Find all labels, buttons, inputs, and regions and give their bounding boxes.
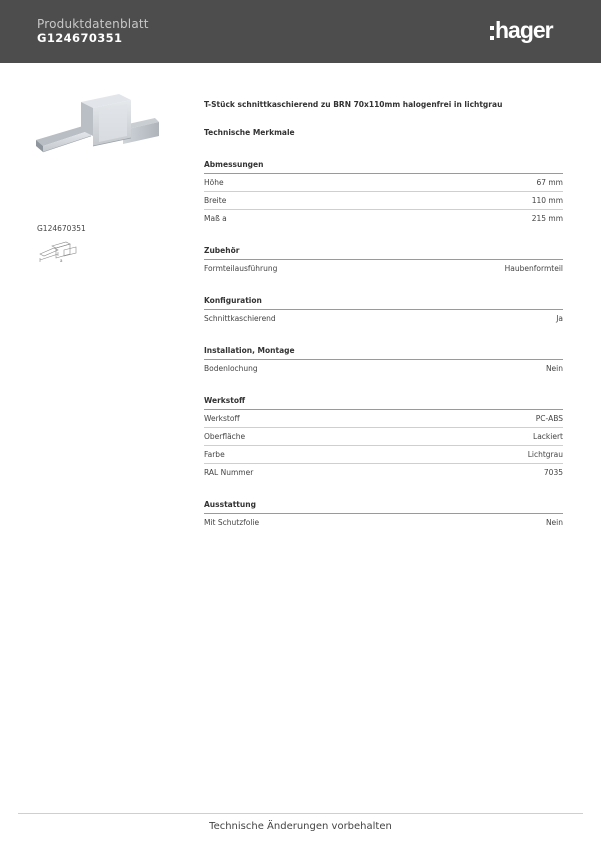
spec-value: 67 mm xyxy=(536,178,563,187)
spec-section-accessories xyxy=(204,243,563,277)
product-title: T-Stück schnittkaschierend zu BRN 70x110mm halogenfrei in lichtgrau xyxy=(204,100,503,109)
spec-row xyxy=(204,514,563,531)
document-type: Produktdatenblatt xyxy=(37,17,149,31)
spec-value: Nein xyxy=(545,364,563,373)
hager-logo xyxy=(490,16,553,44)
header-bar xyxy=(0,0,601,63)
footer-note: Technische Änderungen vorbehalten xyxy=(209,821,392,832)
spec-row xyxy=(204,174,563,192)
spec-value: PC-ABS xyxy=(535,414,563,423)
spec-row xyxy=(204,192,563,210)
spec-value: 110 mm xyxy=(531,196,563,205)
spec-row xyxy=(204,260,563,277)
section-title: Konfiguration xyxy=(204,293,563,310)
spec-section-configuration xyxy=(204,293,563,327)
svg-text:a: a xyxy=(60,258,63,263)
spec-row xyxy=(204,464,563,481)
document-id: G124670351 xyxy=(37,31,123,45)
spec-label: Maß a xyxy=(204,214,227,223)
spec-row xyxy=(204,446,563,464)
spec-section-dimensions xyxy=(204,157,563,227)
spec-label: RAL Nummer xyxy=(204,468,254,477)
spec-value: Lackiert xyxy=(533,432,563,441)
footer-divider xyxy=(18,813,583,814)
spec-section-material xyxy=(204,393,563,481)
logo-wordmark: hager xyxy=(495,17,553,43)
spec-row xyxy=(204,210,563,227)
spec-row xyxy=(204,310,563,327)
spec-value: Ja xyxy=(556,314,563,323)
spec-value: 215 mm xyxy=(531,214,563,223)
spec-label: Höhe xyxy=(204,178,224,187)
spec-label: Schnittkaschierend xyxy=(204,314,276,323)
spec-label: Oberfläche xyxy=(204,432,246,441)
section-title: Abmessungen xyxy=(204,157,563,174)
product-image xyxy=(33,92,163,162)
product-code-label: G124670351 xyxy=(37,224,86,233)
spec-label: Farbe xyxy=(204,450,225,459)
section-title: Ausstattung xyxy=(204,497,563,514)
spec-label: Mit Schutzfolie xyxy=(204,518,260,527)
spec-label: Bodenlochung xyxy=(204,364,258,373)
spec-value: Lichtgrau xyxy=(527,450,563,459)
section-title: Werkstoff xyxy=(204,393,563,410)
spec-row xyxy=(204,360,563,377)
logo-colon-icon xyxy=(490,26,494,40)
spec-value: Nein xyxy=(545,518,563,527)
section-title: Installation, Montage xyxy=(204,343,563,360)
tech-features-heading: Technische Merkmale xyxy=(204,128,295,137)
spec-content xyxy=(204,98,563,531)
spec-value: Haubenformteil xyxy=(504,264,563,273)
spec-label: Breite xyxy=(204,196,227,205)
section-title: Zubehör xyxy=(204,243,563,260)
spec-section-equipment xyxy=(204,497,563,531)
spec-label: Werkstoff xyxy=(204,414,240,423)
spec-section-installation xyxy=(204,343,563,377)
spec-row xyxy=(204,428,563,446)
spec-value: 7035 xyxy=(543,468,563,477)
spec-label: Formteilausführung xyxy=(204,264,278,273)
spec-row xyxy=(204,410,563,428)
dimension-drawing-icon xyxy=(36,240,80,266)
